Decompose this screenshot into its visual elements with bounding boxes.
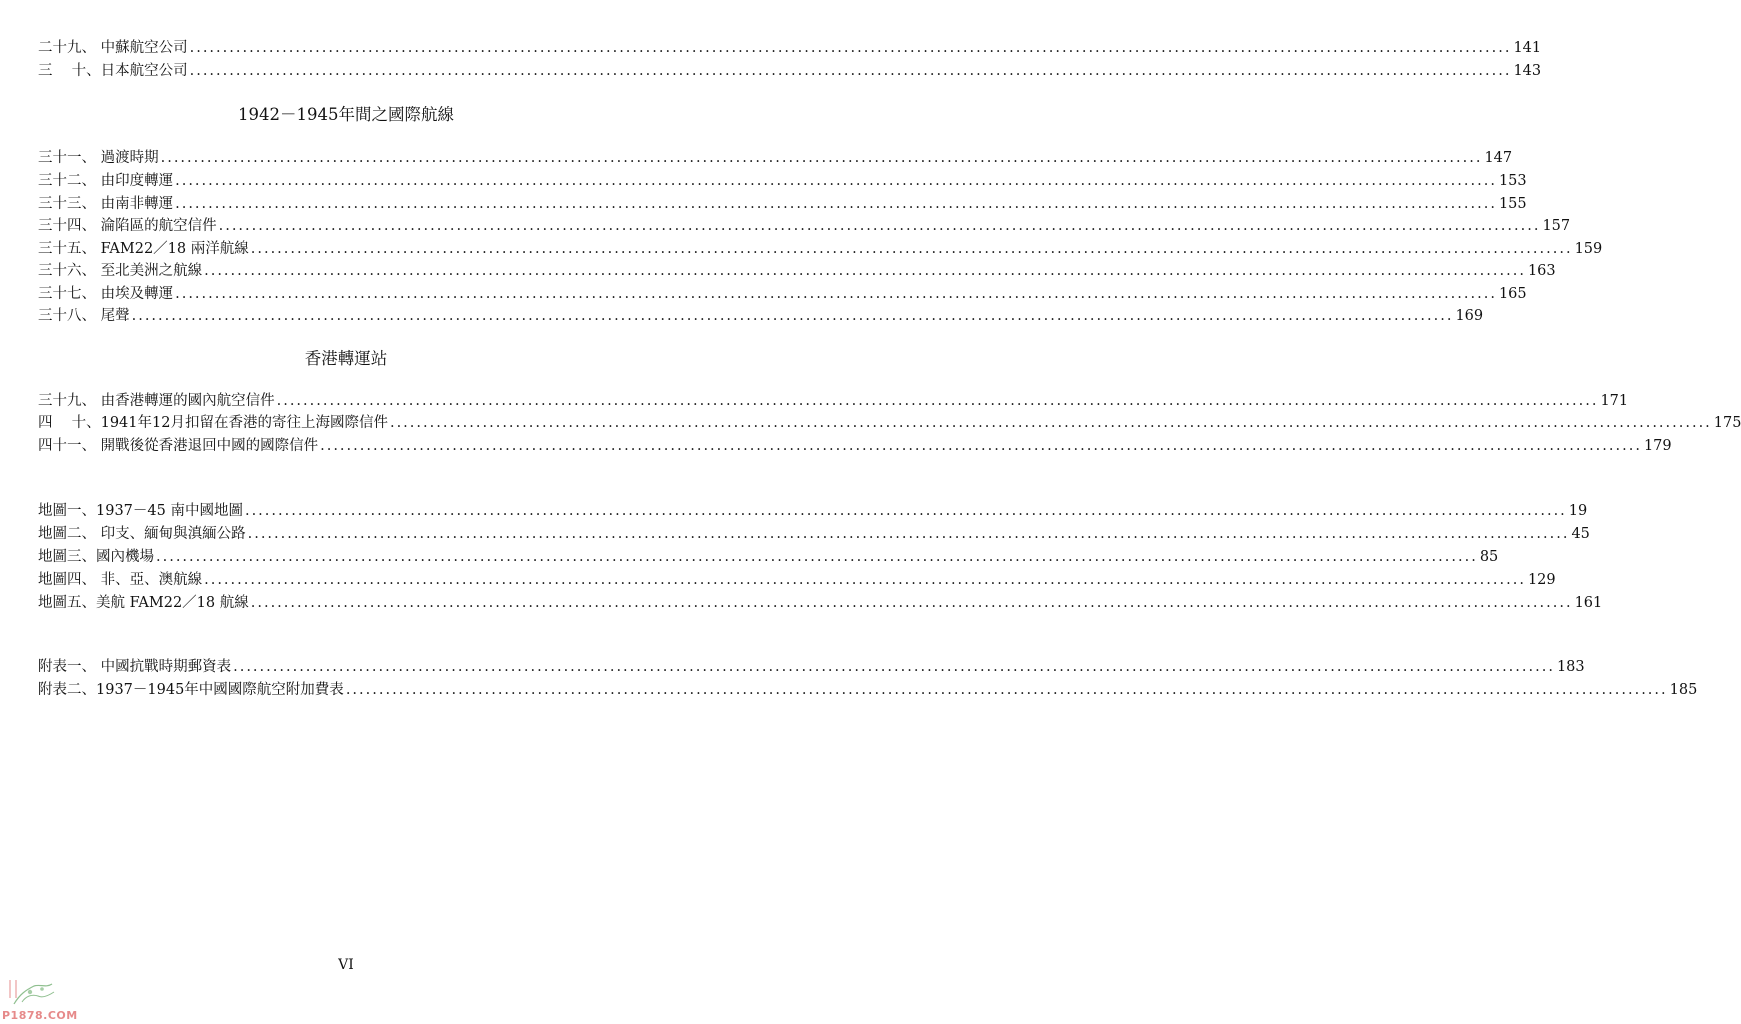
toc-entry	[38, 411, 1741, 435]
leader-dots: ........................................................................................................................................................................................................	[320, 438, 1642, 454]
toc-entry	[38, 237, 1603, 261]
map-entry	[38, 499, 1588, 523]
toc-entry-page: 169	[1455, 308, 1484, 324]
leader-dots: ........................................................................................................................................................................................................	[160, 150, 1483, 166]
toc-entry-page: 163	[1527, 263, 1556, 279]
leader-dots: ........................................................................................................................................................................................................	[189, 40, 1512, 56]
leader-dots: ........................................................................................................................................................................................................	[250, 595, 1573, 611]
toc-entry-title: 三 十、日本航空公司	[38, 63, 188, 79]
toc-entry	[38, 434, 1672, 458]
leader-dots: ........................................................................................................................................................................................................	[244, 503, 1567, 519]
leader-dots: ........................................................................................................................................................................................................	[204, 572, 1526, 588]
toc-entry	[38, 214, 1571, 238]
appendix-entry-page: 185	[1669, 682, 1698, 698]
appendix-entry	[38, 678, 1698, 702]
toc-entry-title: 三十七、 由埃及轉運	[38, 286, 174, 302]
toc-entry-title: 三十九、 由香港轉運的國內航空信件	[38, 393, 275, 409]
toc-entry	[38, 146, 1513, 170]
leader-dots: ........................................................................................................................................................................................................	[175, 286, 1497, 302]
map-entry-page: 161	[1574, 595, 1603, 611]
map-entry-title: 地圖二、 印支、緬甸與滇緬公路	[38, 526, 246, 542]
toc-entry	[38, 389, 1629, 413]
map-entry	[38, 568, 1556, 592]
map-entry-page: 45	[1571, 526, 1590, 542]
toc-entry	[38, 304, 1484, 328]
toc-entry-title: 二十九、 中蘇航空公司	[38, 40, 188, 56]
map-entry-page: 129	[1527, 572, 1556, 588]
map-entry	[38, 522, 1590, 546]
toc-entry	[38, 59, 1542, 83]
map-entry-title: 地圖四、 非、亞、澳航線	[38, 572, 203, 588]
leader-dots: ........................................................................................................................................................................................................	[250, 241, 1573, 257]
toc-entry-page: 141	[1513, 40, 1542, 56]
leader-dots: ........................................................................................................................................................................................................	[175, 173, 1497, 189]
appendix-entry	[38, 655, 1585, 679]
map-entry-title: 地圖五、美航 FAM22／18 航線	[38, 595, 249, 611]
toc-entry-page: 143	[1513, 63, 1542, 79]
map-entry-title: 地圖三、國內機場	[38, 549, 154, 565]
leader-dots: ........................................................................................................................................................................................................	[233, 659, 1555, 675]
toc-entry-page: 165	[1498, 286, 1527, 302]
page-number: VI	[338, 957, 354, 973]
watermark-logo-icon	[4, 976, 64, 1010]
appendix-entry-title: 附表二、1937－1945年中國國際航空附加費表	[38, 682, 344, 698]
toc-entry-title: 三十五、 FAM22／18 兩洋航線	[38, 241, 249, 257]
section-heading: 香港轉運站	[304, 349, 388, 368]
toc-entry-title: 三十四、 淪陷區的航空信件	[38, 218, 217, 234]
toc-entry	[38, 282, 1527, 306]
appendix-entry-page: 183	[1556, 659, 1585, 675]
leader-dots: ........................................................................................................................................................................................................	[345, 682, 1668, 698]
leader-dots: ........................................................................................................................................................................................................	[389, 415, 1712, 431]
toc-entry-title: 三十六、 至北美洲之航線	[38, 263, 203, 279]
leader-dots: ........................................................................................................................................................................................................	[247, 526, 1570, 542]
toc-entry-page: 147	[1484, 150, 1513, 166]
toc-entry-title: 三十三、 由南非轉運	[38, 196, 174, 212]
leader-dots: ........................................................................................................................................................................................................	[156, 549, 1478, 565]
map-entry-page: 85	[1479, 549, 1499, 565]
toc-entry	[38, 259, 1556, 283]
toc-entry	[38, 169, 1527, 193]
toc-entry-page: 159	[1574, 241, 1603, 257]
leader-dots: ........................................................................................................................................................................................................	[189, 63, 1512, 79]
map-entry-page: 19	[1568, 503, 1588, 519]
watermark	[2, 976, 82, 1022]
toc-entry-title: 三十一、 過渡時期	[38, 150, 159, 166]
section-heading: 1942－1945年間之國際航線	[238, 105, 454, 124]
toc-entry-title: 三十二、 由印度轉運	[38, 173, 174, 189]
leader-dots: ........................................................................................................................................................................................................	[131, 308, 1454, 324]
toc-entry-title: 四 十、1941年12月扣留在香港的寄往上海國際信件	[38, 415, 388, 431]
toc-entry-title: 四十一、 開戰後從香港退回中國的國際信件	[38, 438, 319, 454]
toc-entry	[38, 192, 1527, 216]
toc-entry-page: 153	[1498, 173, 1527, 189]
toc-entry-page: 155	[1498, 196, 1527, 212]
map-entry	[38, 545, 1499, 569]
toc-entry	[38, 36, 1542, 60]
appendix-entry-title: 附表一、 中國抗戰時期郵資表	[38, 659, 232, 675]
toc-entry-page: 171	[1600, 393, 1629, 409]
leader-dots: ........................................................................................................................................................................................................	[175, 196, 1497, 212]
leader-dots: ........................................................................................................................................................................................................	[204, 263, 1526, 279]
map-entry-title: 地圖一、1937－45 南中國地圖	[38, 503, 243, 519]
toc-entry-page: 179	[1643, 438, 1672, 454]
toc-entry-title: 三十八、 尾聲	[38, 308, 130, 324]
leader-dots: ........................................................................................................................................................................................................	[276, 393, 1599, 409]
leader-dots: ........................................................................................................................................................................................................	[218, 218, 1541, 234]
watermark-text: P1878.COM	[2, 1009, 78, 1022]
toc-entry-page: 175	[1713, 415, 1741, 431]
map-entry	[38, 591, 1603, 615]
toc-entry-page: 157	[1542, 218, 1571, 234]
